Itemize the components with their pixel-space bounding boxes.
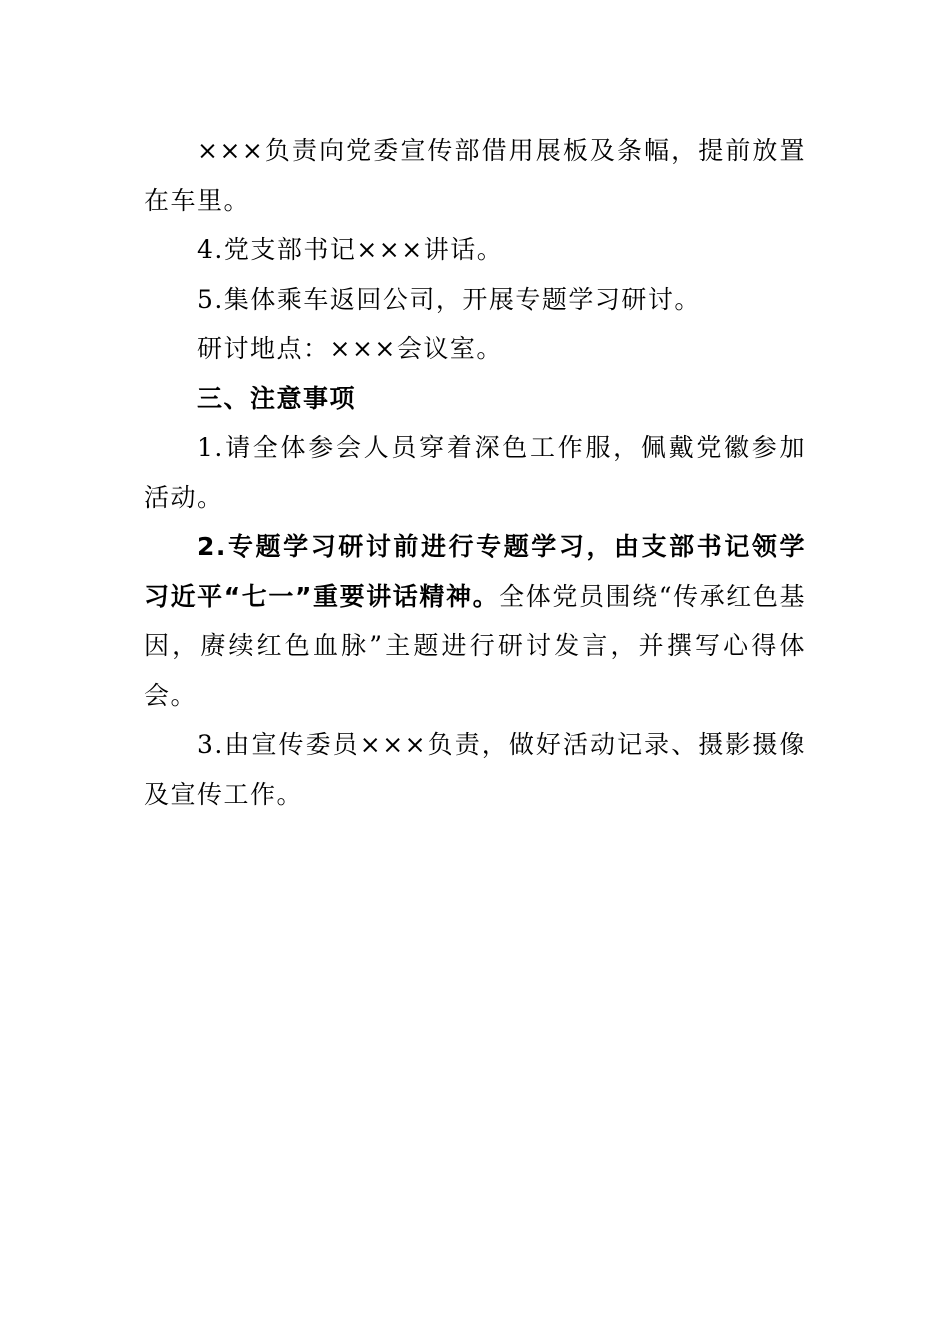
paragraph-item-5 — [144, 275, 806, 325]
paragraph-text: 4.党支部书记×××讲话。 — [197, 235, 504, 264]
paragraph-text: 5.集体乘车返回公司，开展专题学习研讨。 — [197, 284, 701, 314]
paragraph-text: 研讨地点：×××会议室。 — [197, 334, 503, 363]
paragraph-note-2 — [144, 522, 806, 720]
paragraph-text: 1.请全体参会人员穿着深色工作服，佩戴党徽参加活动。 — [144, 433, 806, 512]
paragraph-item-4 — [144, 225, 806, 275]
paragraph-text: 3.由宣传委员×××负责，做好活动记录、摄影摄像及宣传工作。 — [144, 730, 806, 809]
paragraph-note-1 — [144, 423, 806, 522]
document-body — [144, 126, 806, 819]
paragraph-text: 全体党员围绕“传承红色基因，赓续红色血脉”主题进行研讨发言，并撰写心得体会。 — [144, 581, 806, 710]
paragraph-materials — [144, 126, 806, 225]
paragraph-location — [144, 324, 806, 374]
bold-text: 2.专题学习研讨前进行专题学习，由支部书记领学习近平“七一”重要讲话精神。 — [144, 532, 806, 611]
heading-text: 三、注意事项 — [197, 383, 357, 413]
paragraph-text: ×××负责向党委宣传部借用展板及条幅，提前放置在车里。 — [144, 136, 806, 215]
section-heading — [144, 374, 806, 424]
paragraph-note-3 — [144, 720, 806, 819]
